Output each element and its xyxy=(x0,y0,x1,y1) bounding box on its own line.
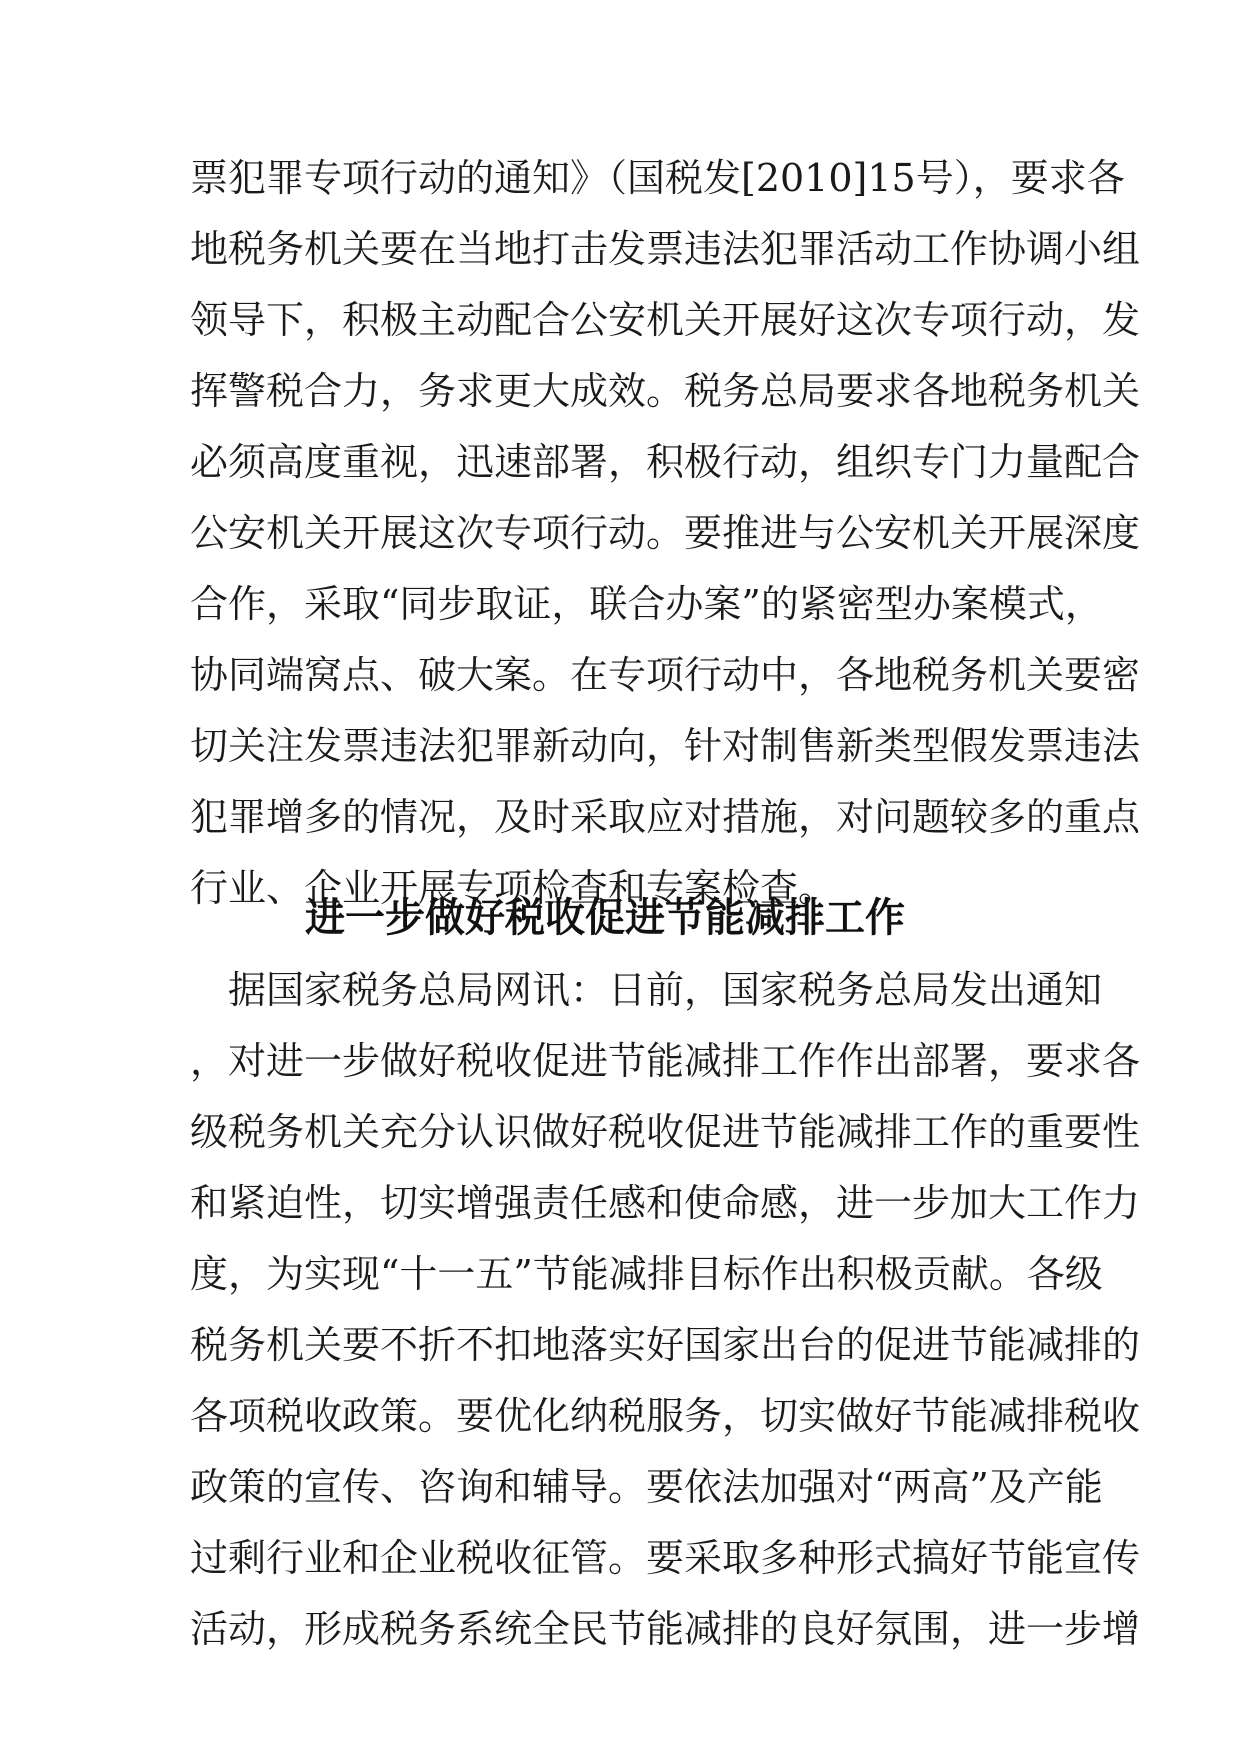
text-line: 级税务机关充分认识做好税收促进节能减排工作的重要性 xyxy=(190,1110,1141,1154)
text-line: 行业、企业开展专项检查和专案检查。 xyxy=(190,866,837,910)
paragraph-continued xyxy=(190,143,1141,924)
text-line: 地税务机关要在当地打击发票违法犯罪活动工作协调小组 xyxy=(190,227,1141,271)
text-line: 切关注发票违法犯罪新动向，针对制售新类型假发票违法 xyxy=(190,724,1141,768)
text-line: 犯罪增多的情况，及时采取应对措施，对问题较多的重点 xyxy=(190,795,1141,839)
text-line: 度，为实现“十一五”节能减排目标作出积极贡献。各级 xyxy=(190,1252,1103,1296)
text-line: 各项税收政策。要优化纳税服务，切实做好节能减排税收 xyxy=(190,1394,1141,1438)
text-line: 和紧迫性，切实增强责任感和使命感，进一步加大工作力 xyxy=(190,1181,1141,1225)
text-line: 据国家税务总局网讯：日前，国家税务总局发出通知 xyxy=(190,968,1103,1012)
text-line: 挥警税合力，务求更大成效。税务总局要求各地税务机关 xyxy=(190,369,1141,413)
text-line: 活动，形成税务系统全民节能减排的良好氛围，进一步增 xyxy=(190,1607,1141,1651)
paragraph-body xyxy=(190,955,1141,1665)
section-heading: 进一步做好税收促进节能减排工作 xyxy=(305,895,905,941)
text-line: 协同端窝点、破大案。在专项行动中，各地税务机关要密 xyxy=(190,653,1141,697)
text-line: 公安机关开展这次专项行动。要推进与公安机关开展深度 xyxy=(190,511,1141,555)
text-line: 领导下，积极主动配合公安机关开展好这次专项行动，发 xyxy=(190,298,1141,342)
text-line: 过剩行业和企业税收征管。要采取多种形式搞好节能宣传 xyxy=(190,1536,1141,1580)
text-line: 税务机关要不折不扣地落实好国家出台的促进节能减排的 xyxy=(190,1323,1141,1367)
text-line: 必须高度重视，迅速部署，积极行动，组织专门力量配合 xyxy=(190,440,1141,484)
text-line: ，对进一步做好税收促进节能减排工作作出部署，要求各 xyxy=(190,1039,1141,1083)
text-line: 票犯罪专项行动的通知》（国税发[2010]15号），要求各 xyxy=(190,156,1125,200)
text-line: 政策的宣传、咨询和辅导。要依法加强对“两高”及产能 xyxy=(190,1465,1103,1509)
text-line: 合作，采取“同步取证，联合办案”的紧密型办案模式， xyxy=(190,582,1103,626)
